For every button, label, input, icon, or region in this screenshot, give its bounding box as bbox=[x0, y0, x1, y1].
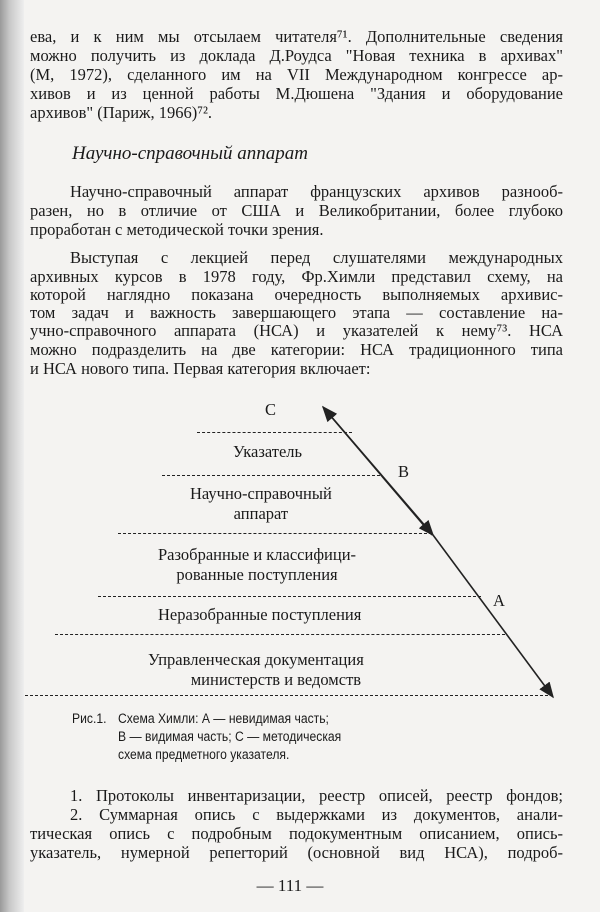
text-line: том задач и важность завершающего этапа — составление на- bbox=[30, 303, 563, 322]
level-line: аппарат bbox=[233, 504, 289, 523]
label-b: В bbox=[398, 462, 410, 481]
section-heading: Научно-справочный аппарат bbox=[72, 143, 308, 164]
text-line: ева, и к ним мы отсылаем читателя⁷¹. Дополнительные сведения bbox=[30, 27, 563, 46]
text-line: хивов и из ценной работы М.Дюшена "Здания и оборудование bbox=[30, 84, 563, 103]
text-line: архивных курсов в 1978 году, Фр.Химли представил схему, на bbox=[30, 267, 563, 286]
text-line: разен, но в отличие от США и Великобритании, более глубоко bbox=[30, 201, 563, 220]
list-item: 1. Протоколы инвентаризации, реестр описей, реестр фондов; bbox=[70, 786, 563, 805]
dashed-divider bbox=[197, 432, 352, 433]
caption-prefix: Рис.1. bbox=[72, 711, 107, 726]
text-line: (М, 1972), сделанного им на VII Международном конгрессе ар- bbox=[30, 65, 563, 84]
text-line: которой наглядно показана очередность выполняемых архивис- bbox=[30, 285, 563, 304]
level-line: Разобранные и классифици- bbox=[158, 545, 357, 564]
level-index: Указатель bbox=[233, 442, 303, 461]
dashed-divider bbox=[98, 596, 481, 597]
text-line: Научно-справочный аппарат французских архивов разнооб- bbox=[70, 182, 563, 201]
caption-line: схема предметного указателя. bbox=[118, 747, 290, 762]
text-line: тическая опись с подробным подокументным описанием, опись- bbox=[30, 824, 563, 843]
text-line: можно получить из доклада Д.Роудса "Новая техника в архивах" bbox=[30, 46, 563, 65]
level-line: Управленческая документация bbox=[148, 650, 364, 669]
dashed-divider bbox=[162, 475, 380, 476]
list-item: 2. Суммарная опись с выдержками из документов, анали- bbox=[70, 805, 563, 824]
text-line: можно подразделить на две категории: НСА традиционного типа bbox=[30, 340, 563, 359]
level-unprocessed-accessions: Неразобранные поступления bbox=[158, 605, 362, 624]
text-line: и НСА нового типа. Первая категория включает: bbox=[30, 359, 371, 378]
dashed-divider bbox=[25, 695, 553, 696]
level-line: рованные поступления bbox=[176, 565, 338, 584]
text-line: учно-справочного аппарата (НСА) и указателей к нему⁷³. НСА bbox=[30, 321, 563, 340]
caption-line: Схема Химли: А — невидимая часть; bbox=[118, 711, 329, 726]
level-line: Научно-справочный bbox=[190, 484, 332, 503]
text-line: проработан с методической точки зрения. bbox=[30, 220, 324, 239]
page-number: — 111 — bbox=[256, 876, 324, 895]
dashed-divider bbox=[55, 634, 505, 635]
label-a: А bbox=[493, 591, 505, 610]
level-classified-accessions bbox=[158, 545, 356, 585]
level-line: министерств и ведомств bbox=[190, 670, 362, 689]
text-line: указатель, нумерной репerторий (основной вид НСА), подроб- bbox=[30, 843, 563, 862]
dashed-divider bbox=[118, 533, 432, 534]
level-management-documentation bbox=[148, 650, 364, 690]
level-reference-apparatus bbox=[190, 484, 332, 524]
label-c: С bbox=[265, 400, 277, 419]
text-line: архивов" (Париж, 1966)⁷². bbox=[30, 103, 213, 122]
caption-line: В — видимая часть; С — методическая bbox=[118, 729, 342, 744]
text-line: Выступая с лекцией перед слушателями международных bbox=[70, 248, 563, 267]
